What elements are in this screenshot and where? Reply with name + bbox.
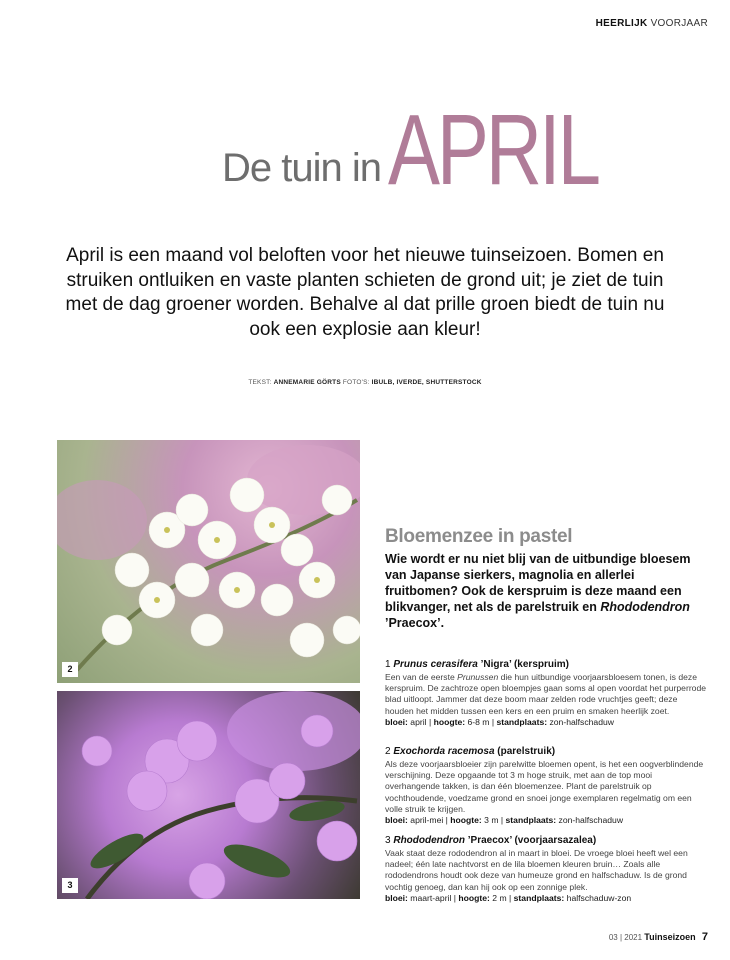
plant-entry-heading	[385, 835, 707, 847]
title-big: APRIL	[388, 94, 598, 206]
entry-cultivar: ’Praecox’	[465, 835, 512, 846]
credits-photo-value: IBULB, IVERDE, SHUTTERSTOCK	[371, 379, 482, 386]
entry-number: 2	[385, 746, 391, 757]
entry-body-italic: Prunussen	[457, 672, 499, 682]
bloei-label: bloei:	[385, 892, 408, 903]
credits-photo-label: FOTO'S:	[342, 379, 370, 386]
section-title: Bloemenzee in pastel	[385, 526, 573, 547]
plant-entry	[385, 659, 707, 728]
pink-rhododendron-photo	[57, 691, 360, 899]
entry-latin-name: Exochorda racemosa	[393, 746, 495, 757]
folio-issue: 03 | 2021	[608, 933, 643, 942]
entry-meta: bloei: april | hoogte: 6-8 m | standplaats: zon-halfschaduw	[385, 716, 614, 727]
pink-rhododendron-illustration	[57, 691, 360, 899]
bloei-value: april	[407, 716, 427, 727]
entry-meta: bloei: april-mei | hoogte: 3 m | standplaats: zon-halfschaduw	[385, 815, 624, 826]
title-small: De tuin in	[222, 146, 381, 190]
section-intro-italic: Rhododendron	[600, 600, 690, 614]
credits-text-value: ANNEMARIE GÖRTS	[273, 379, 341, 386]
entry-common-name: (voorjaarsazalea)	[511, 835, 597, 846]
standplaats-value: zon-halfschaduw	[556, 815, 624, 826]
white-blossom-illustration	[57, 440, 360, 683]
section-intro-after: ’Praecox’.	[385, 616, 445, 630]
page-title	[0, 94, 730, 210]
standplaats-value: zon-halfschaduw	[547, 716, 614, 727]
standplaats-label: standplaats:	[513, 892, 565, 903]
entry-meta: bloei: maart-april | hoogte: 2 m | standplaats: halfschaduw-zon	[385, 892, 632, 903]
entry-common-name: (kerspruim)	[511, 659, 569, 670]
hoogte-label: hoogte:	[433, 716, 466, 727]
plant-entry	[385, 835, 707, 904]
bloei-label: bloei:	[385, 716, 408, 727]
folio-magazine: Tuinseizoen	[644, 932, 696, 942]
hoogte-label: hoogte:	[458, 892, 490, 903]
running-head-light: VOORJAAR	[650, 18, 708, 29]
photo-number-3: 3	[62, 878, 78, 893]
standplaats-value: halfschaduw-zon	[564, 892, 632, 903]
white-blossom-photo	[57, 440, 360, 683]
section-intro-before: Wie wordt er nu niet blij van de uitbundige bloesem van Japanse sierkers, magnolia en allerlei fruitbomen? Ook de kerspruim is deze maand een blikvanger, net als de parelstruik en	[385, 552, 691, 614]
entry-number: 3	[385, 835, 391, 846]
entry-common-name: (parelstruik)	[494, 746, 556, 757]
bloei-value: maart-april	[407, 892, 452, 903]
page-number: 7	[701, 931, 708, 943]
credits-text-label: TEKST:	[248, 379, 272, 386]
lead-paragraph: April is een maand vol beloften voor het nieuwe tuinseizoen. Bomen en struiken ontluiken en vaste planten schieten de grond uit; je ziet de tuin met de dag groener worden. Behalve al dat prille groen biedt de tuin nu ook een explosie aan kleur!	[65, 245, 665, 340]
running-head-bold: HEERLIJK	[595, 18, 648, 29]
entry-body	[385, 759, 707, 815]
bloei-label: bloei:	[385, 815, 408, 826]
entry-body-text-after: die hun uitbundige voorjaarsbloesem tonen, is deze kerspruim. De zachtroze open bloempjes gaan soms al open voordat het purperrode blad uitloopt. Jammer dat deze boom maar zelden rode vruchtjes geeft; deze houden het midden tussen een kers en een pruim en smaken heerlijk zoet.	[385, 672, 707, 716]
hoogte-label: hoogte:	[450, 815, 482, 826]
entry-body	[385, 848, 707, 893]
entry-body-text: Als deze voorjaarsbloeier zijn parelwitte bloemen opent, is het een oogverblindende verschijning. Deze opgaande tot 3 m hoge struik, met aan de top mooi overhangende takken, is dan één bloemenzee. Plant de parelstruik op vochthoudende, voedzame grond en snoei jonge exemplaren regelmatig om een volle struik te krijgen.	[385, 759, 704, 814]
entry-latin-name: Rhododendron	[393, 835, 465, 846]
standplaats-label: standplaats:	[496, 716, 548, 727]
photo-number-2: 2	[62, 662, 78, 677]
plant-entry-heading	[385, 659, 707, 671]
page-folio	[609, 931, 708, 943]
entry-cultivar: ’Nigra’	[477, 659, 512, 670]
hoogte-value: 3 m	[481, 815, 499, 826]
entry-body-text: Vaak staat deze rododendron al in maart in bloei. De vroege bloei heeft wel een nadeel; één late nachtvorst en de lila bloemen kleuren bruin… Zoals alle rododendrons houdt ook deze van humeuze grond en halfschaduw. Is de grond vochtig genoeg, dan kan hij ook op een zonnige plek.	[385, 848, 688, 892]
entry-body	[385, 672, 707, 717]
entry-body-text: Een van de eerste	[385, 672, 458, 682]
hoogte-value: 6-8 m	[465, 716, 490, 727]
hoogte-value: 2 m	[489, 892, 507, 903]
credits	[0, 379, 730, 386]
bloei-value: april-mei	[407, 815, 444, 826]
entry-latin-name: Prunus cerasifera	[393, 659, 478, 670]
plant-entry	[385, 746, 707, 826]
section-intro	[385, 551, 705, 631]
entry-number: 1	[385, 659, 391, 670]
standplaats-label: standplaats:	[505, 815, 557, 826]
running-head	[596, 18, 708, 29]
plant-entry-heading	[385, 746, 707, 758]
